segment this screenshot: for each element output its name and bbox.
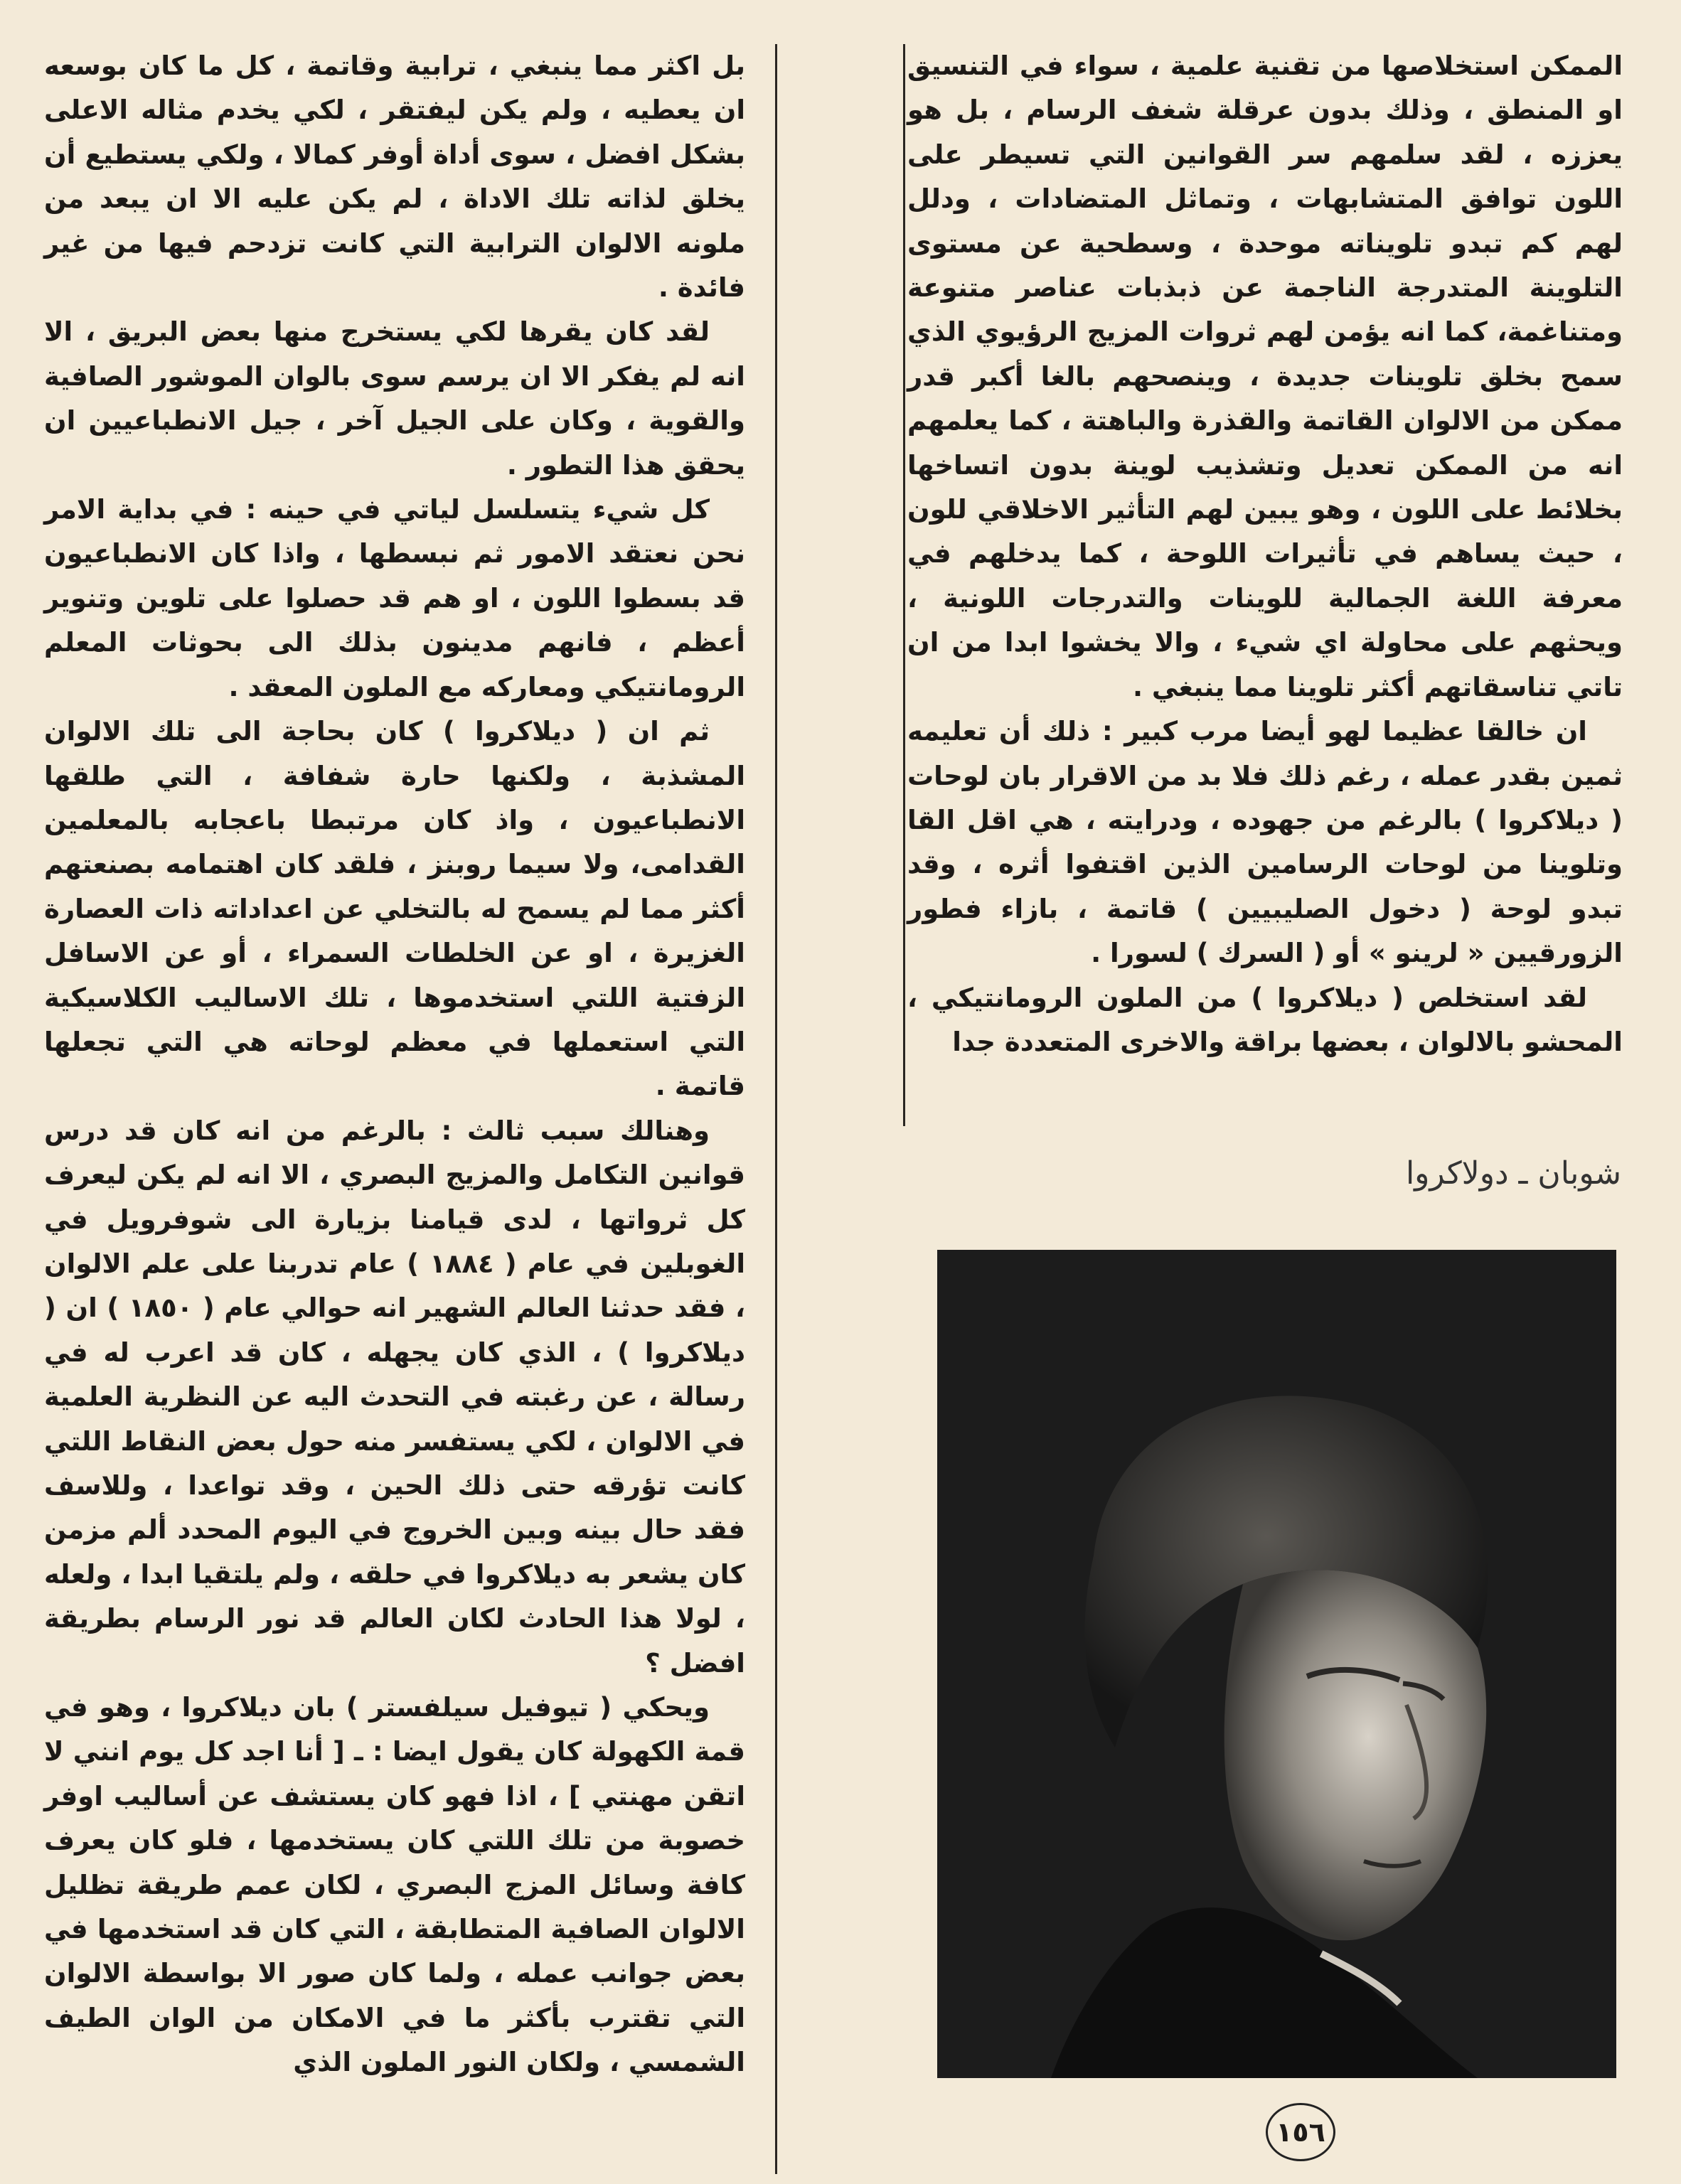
paragraph: لقد استخلص ( ديلاكروا ) من الملون الرومانتيكي ، المحشو بالالوان ، بعضها براقة والاخرى المتعددة جدا [907, 982, 1623, 1057]
paragraph: ثم ان ( ديلاكروا ) كان بحاجة الى تلك الالوان المشذبة ، ولكنها حارة شفافة ، التي طلقها الانطباعيون ، واذ كان مرتبطا باعجابه بالمعلمين القدامى، ولا سيما روبنز ، فلقد كان اهتمامه بصنعتهم أكثر مما لم يسمح له بالتخلي عن اعداداته ذات العصارة الغزيرة ، او عن الخلطات السمراء ، أو عن الاسافل الزفتية اللتي استخدموها ، تلك الاساليب الكلاسيكية التي استعملها في معظم لوحاته هي التي تجعلها قاتمة . [44, 716, 745, 1102]
column-divider [775, 44, 777, 2174]
right-column [907, 44, 1623, 1064]
left-column [44, 44, 745, 2085]
paragraph: وهنالك سبب ثالث : بالرغم من انه كان قد درس قوانين التكامل والمزيج البصري ، الا انه لم يكن ليعرف كل ثرواتها ، لدى قيامنا بزيارة الى شوفرويل في الغوبلين في عام ( ١٨٨٤ ) عام تدربنا على علم الالوان ، فقد حدثنا العالم الشهير انه حوالي عام ( ١٨٥٠ ) ان ( ديلاكروا ) ، الذي كان يجهله ، كان قد اعرب له في رسالة ، عن رغبته في التحدث اليه عن النظرية العلمية في الالوان ، لكي يستفسر منه حول بعض النقاط اللتي كانت تؤرقه حتى ذلك الحين ، وقد تواعدا ، وللاسف فقد حال بينه وبين الخروج في اليوم المحدد ألم مزمن كان يشعر به ديلاكروا في حلقه ، ولم يلتقيا ابدا ، ولعله ، لولا هذا الحادث لكان العالم قد نور الرسام بطريقة افضل ؟ [44, 1115, 746, 1679]
paragraph: ويحكي ( تيوفيل سيلفستر ) بان ديلاكروا ، وهو في قمة الكهولة كان يقول ايضا : ـ [ أنا اجد كل يوم انني لا اتقن مهنتي ] ، اذا فهو كان يستشف عن أساليب اوفر خصوبة من تلك اللتي كان يستخدمها ، فلو كان يعرف كافة وسائل المزج البصري ، لكان عمم طريقة تظليل الالوان الصافية المتطابقة ، التي كان قد استخدمها في بعض جوانب عمله ، ولما كان صور الا بواسطة الالوان التي تقترب بأكثر ما في الامكان من الوان الطيف الشمسي ، ولكان النور الملون الذي [44, 1692, 745, 2078]
paragraph: بل اكثر مما ينبغي ، ترابية وقاتمة ، كل ما كان بوسعه ان يعطيه ، ولم يكن ليفتقر ، لكي يخدم مثاله الاعلى بشكل افضل ، سوى أداة أوفر كمالا ، ولكي يستطيع أن يخلق لذاته تلك الاداة ، لم يكن عليه الا ان يبعد من ملونه الالوان الترابية التي كانت تزدحم فيها من غير فائدة . [44, 50, 745, 304]
paragraph: ان خالقا عظيما لهو أيضا مرب كبير : ذلك أن تعليمه ثمين بقدر عمله ، رغم ذلك فلا بد من الاقرار بان لوحات ( ديلاكروا ) بالرغم من جهوده ، ودرايته ، هي اقل القا وتلوينا من لوحات الرسامين الذين اقتفوا أثره ، وقد تبدو لوحة ( دخول الصليبيين ) قاتمة ، بازاء فطور الزورقيين « لرينو » أو ( السرك ) لسورا . [907, 716, 1623, 969]
page-number: ١٥٦ [1266, 2103, 1335, 2161]
paragraph: لقد كان يقرها لكي يستخرج منها بعض البريق ، الا انه لم يفكر الا ان يرسم سوى بالوان الموشور الصافية والقوية ، وكان على الجيل آخر ، جيل الانطباعيين ان يحقق هذا التطور . [44, 316, 745, 481]
image-caption: شوبان ـ دولاكروا [1405, 1155, 1621, 1192]
portrait-illustration [937, 1250, 1616, 2078]
column-divider-right [903, 44, 905, 1126]
portrait-image [937, 1250, 1616, 2078]
paragraph: كل شيء يتسلسل لياتي في حينه : في بداية الامر نحن نعتقد الامور ثم نبسطها ، واذا كان الانطباعيون قد بسطوا اللون ، او هم قد حصلوا على تلوين وتنوير أعظم ، فانهم مدينون بذلك الى بحوثات المعلم الرومانتيكي ومعاركه مع الملون المعقد . [44, 494, 745, 702]
paragraph: الممكن استخلاصها من تقنية علمية ، سواء في التنسيق او المنطق ، وذلك بدون عرقلة شغف الرسام ، بل هو يعززه ، لقد سلمهم سر القوانين التي تسيطر على اللون توافق المتشابهات ، وتماثل المتضادات ، ودلل لهم كم تبدو تلويناته موحدة ، وسطحية عن مستوى التلوينة المتدرجة الناجمة عن ذبذبات عناصر متنوعة ومتناغمة، كما انه يؤمن لهم ثروات المزيج الرؤيوي الذي سمح بخلق تلوينات جديدة ، وينصحهم بالغا أكبر قدر ممكن من الالوان القاتمة والقذرة والباهتة ، كما يعلمهم انه من الممكن تعديل وتشذيب لوينة بدون اتساخها بخلائط على اللون ، وهو يبين لهم التأثير الاخلاقي للون ، حيث يساهم في تأثيرات اللوحة ، كما يدخلهم في معرفة اللغة الجمالية للوينات والتدرجات اللونية ، ويحثهم على محاولة اي شيء ، والا يخشوا ابدا من ان تاتي تناسقاتهم أكثر تلوينا مما ينبغي . [907, 50, 1623, 702]
